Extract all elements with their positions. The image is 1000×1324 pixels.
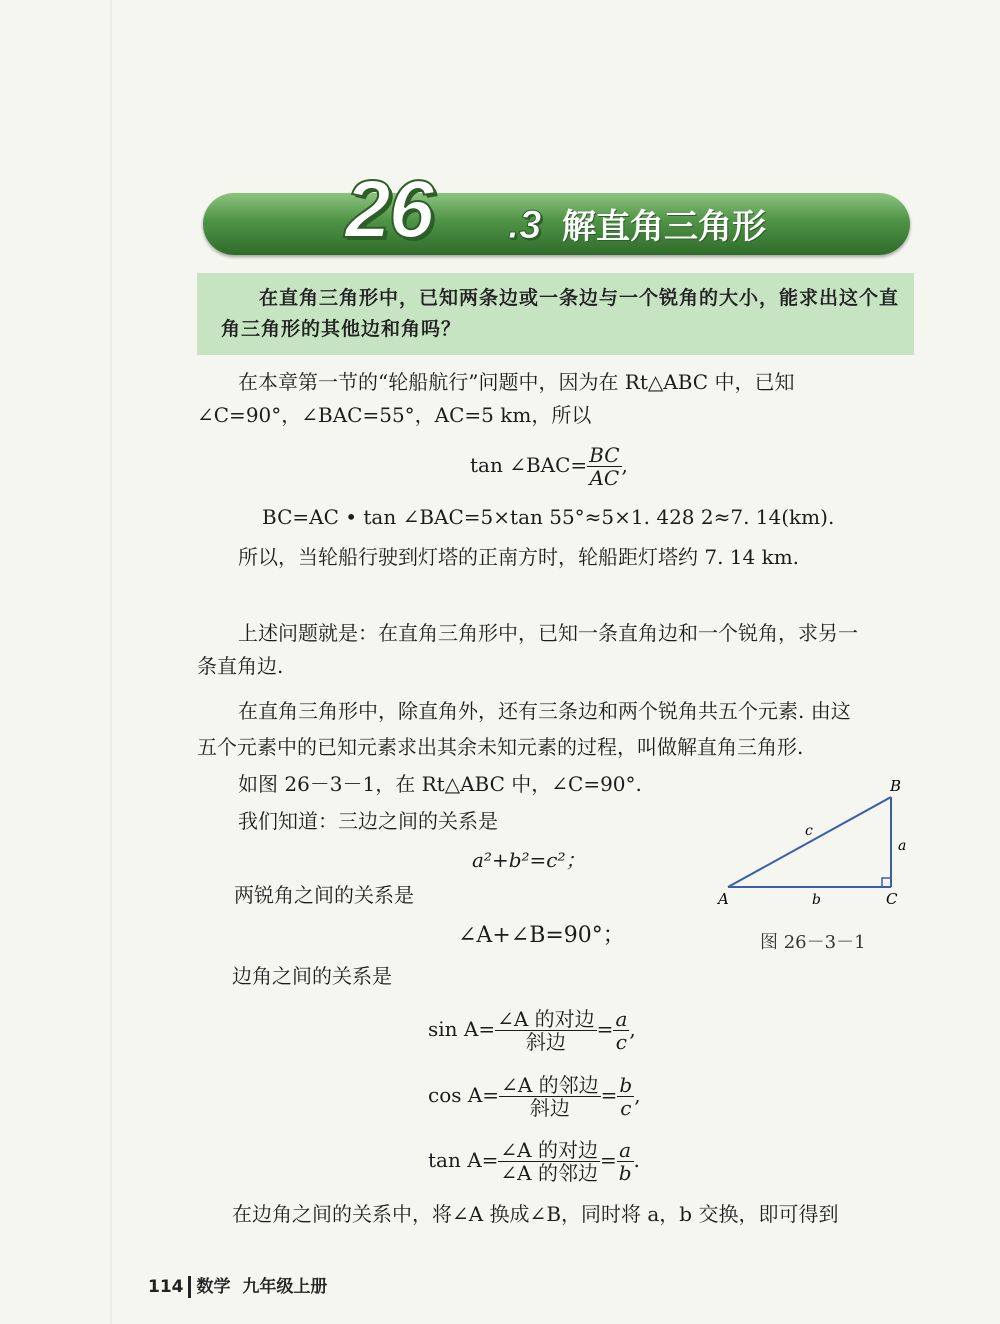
sin-den2: c bbox=[615, 1030, 627, 1054]
side-a-label: a bbox=[898, 838, 907, 854]
tan-den: ∠A 的邻边 bbox=[500, 1161, 598, 1185]
eq1-tail: , bbox=[621, 453, 628, 477]
side-c-label: c bbox=[805, 823, 813, 839]
right-angle-mark bbox=[882, 878, 891, 887]
para7: 两锐角之间的关系是 bbox=[234, 883, 414, 907]
sin-fraction-1 bbox=[495, 1008, 597, 1053]
question-text: 在直角三角形中，已知两条边或一条边与一个锐角的大小，能求出这个直角三角形的其他边和角吗？ bbox=[221, 287, 900, 340]
cos-fraction-1 bbox=[499, 1074, 601, 1119]
tan-num: ∠A 的对边 bbox=[500, 1138, 598, 1162]
equation-tan: tan A= $\frac{\text{∠A 的对边}}{\text{∠A 的邻边}}$ = $\frac{a}{b}$ . bbox=[428, 1138, 640, 1185]
equation-tan-bac bbox=[470, 441, 628, 489]
equation-cos: cos A= $\frac{\text{∠A 的邻边}}{\text{斜边}}$ = $\frac{b}{c}$ , bbox=[428, 1073, 641, 1120]
para8: 边角之间的关系是 bbox=[232, 964, 392, 988]
cos-lhs: cos A= bbox=[428, 1083, 500, 1107]
footer-subject: 数学 bbox=[196, 1277, 231, 1297]
para9: 在边角之间的关系中，将∠A 换成∠B，同时将 a，b 交换，即可得到 bbox=[232, 1202, 839, 1226]
vertex-b-label: B bbox=[890, 777, 902, 795]
para4-line2: 五个元素中的已知元素求出其余未知元素的过程，叫做解直角三角形. bbox=[197, 735, 804, 759]
tan-tail: . bbox=[633, 1148, 640, 1172]
side-b-label: b bbox=[812, 892, 821, 908]
sin-den: 斜边 bbox=[525, 1030, 566, 1054]
side-c bbox=[728, 797, 891, 887]
para3-line1: 上述问题就是：在直角三角形中，已知一条直角边和一个锐角，求另一 bbox=[238, 621, 858, 645]
para6: 我们知道：三边之间的关系是 bbox=[238, 809, 498, 833]
vertex-c-label: C bbox=[886, 890, 898, 908]
equation-sin: sin A= $\frac{\text{∠A 的对边}}{\text{斜边}}$ = $\frac{a}{c}$ , bbox=[428, 1007, 636, 1054]
cos-den: 斜边 bbox=[529, 1096, 570, 1120]
page-number: 114 bbox=[148, 1277, 184, 1297]
cos-fraction-2 bbox=[617, 1074, 634, 1119]
equation-pythagoras: a²+b²=c²； bbox=[472, 848, 586, 872]
eq1-fraction bbox=[587, 444, 621, 489]
figure-caption: 图 26－3－1 bbox=[760, 932, 866, 953]
footer-grade: 九年级上册 bbox=[242, 1277, 328, 1297]
tan-num2: a bbox=[617, 1139, 634, 1162]
sin-tail: , bbox=[629, 1017, 636, 1041]
question-box bbox=[197, 273, 914, 355]
para1-line1: 在本章第一节的“轮船航行”问题中，因为在 Rt△ABC 中，已知 bbox=[238, 370, 795, 394]
para4-line1: 在直角三角形中，除直角外，还有三条边和两个锐角共五个元素. 由这 bbox=[238, 699, 851, 723]
section-banner bbox=[203, 193, 910, 255]
tan-fraction-2 bbox=[617, 1139, 634, 1184]
equation-angles: ∠A+∠B=90°； bbox=[458, 923, 625, 948]
eq1-numerator: BC bbox=[589, 443, 620, 467]
sin-num: ∠A 的对边 bbox=[497, 1007, 595, 1031]
eq1-denominator: AC bbox=[589, 466, 620, 490]
vertex-a-label: A bbox=[718, 890, 729, 908]
tan-den2: b bbox=[618, 1161, 632, 1185]
section-subnumber: .3 bbox=[508, 203, 542, 247]
triangle-figure bbox=[700, 770, 930, 920]
sin-num2: a bbox=[615, 1007, 628, 1031]
cos-num: ∠A 的邻边 bbox=[501, 1073, 599, 1097]
sin-fraction-2 bbox=[613, 1008, 629, 1053]
para5: 如图 26－3－1，在 Rt△ABC 中，∠C=90°. bbox=[238, 772, 642, 796]
tan-lhs: tan A= bbox=[428, 1148, 499, 1172]
cos-num2: b bbox=[619, 1073, 633, 1097]
page-footer bbox=[148, 1275, 327, 1299]
scan-edge bbox=[110, 0, 112, 1324]
para1-line2: ∠C=90°，∠BAC=55°，AC=5 km，所以 bbox=[197, 403, 592, 427]
tan-fraction-1 bbox=[498, 1139, 600, 1184]
para3-line2: 条直角边. bbox=[197, 654, 284, 678]
cos-tail: , bbox=[634, 1083, 641, 1107]
para2: 所以，当轮船行驶到灯塔的正南方时，轮船距灯塔约 7. 14 km. bbox=[238, 545, 800, 569]
sin-lhs: sin A= bbox=[428, 1017, 496, 1041]
cos-den2: c bbox=[620, 1096, 632, 1120]
footer-divider bbox=[188, 1276, 191, 1298]
section-title: 解直角三角形 bbox=[562, 207, 766, 247]
eq1-lhs: tan ∠BAC= bbox=[470, 453, 588, 477]
section-number: 26 bbox=[345, 164, 433, 255]
equation-bc: BC=AC • tan ∠BAC=5×tan 55°≈5×1. 428 2≈7. 14(km). bbox=[262, 505, 835, 529]
